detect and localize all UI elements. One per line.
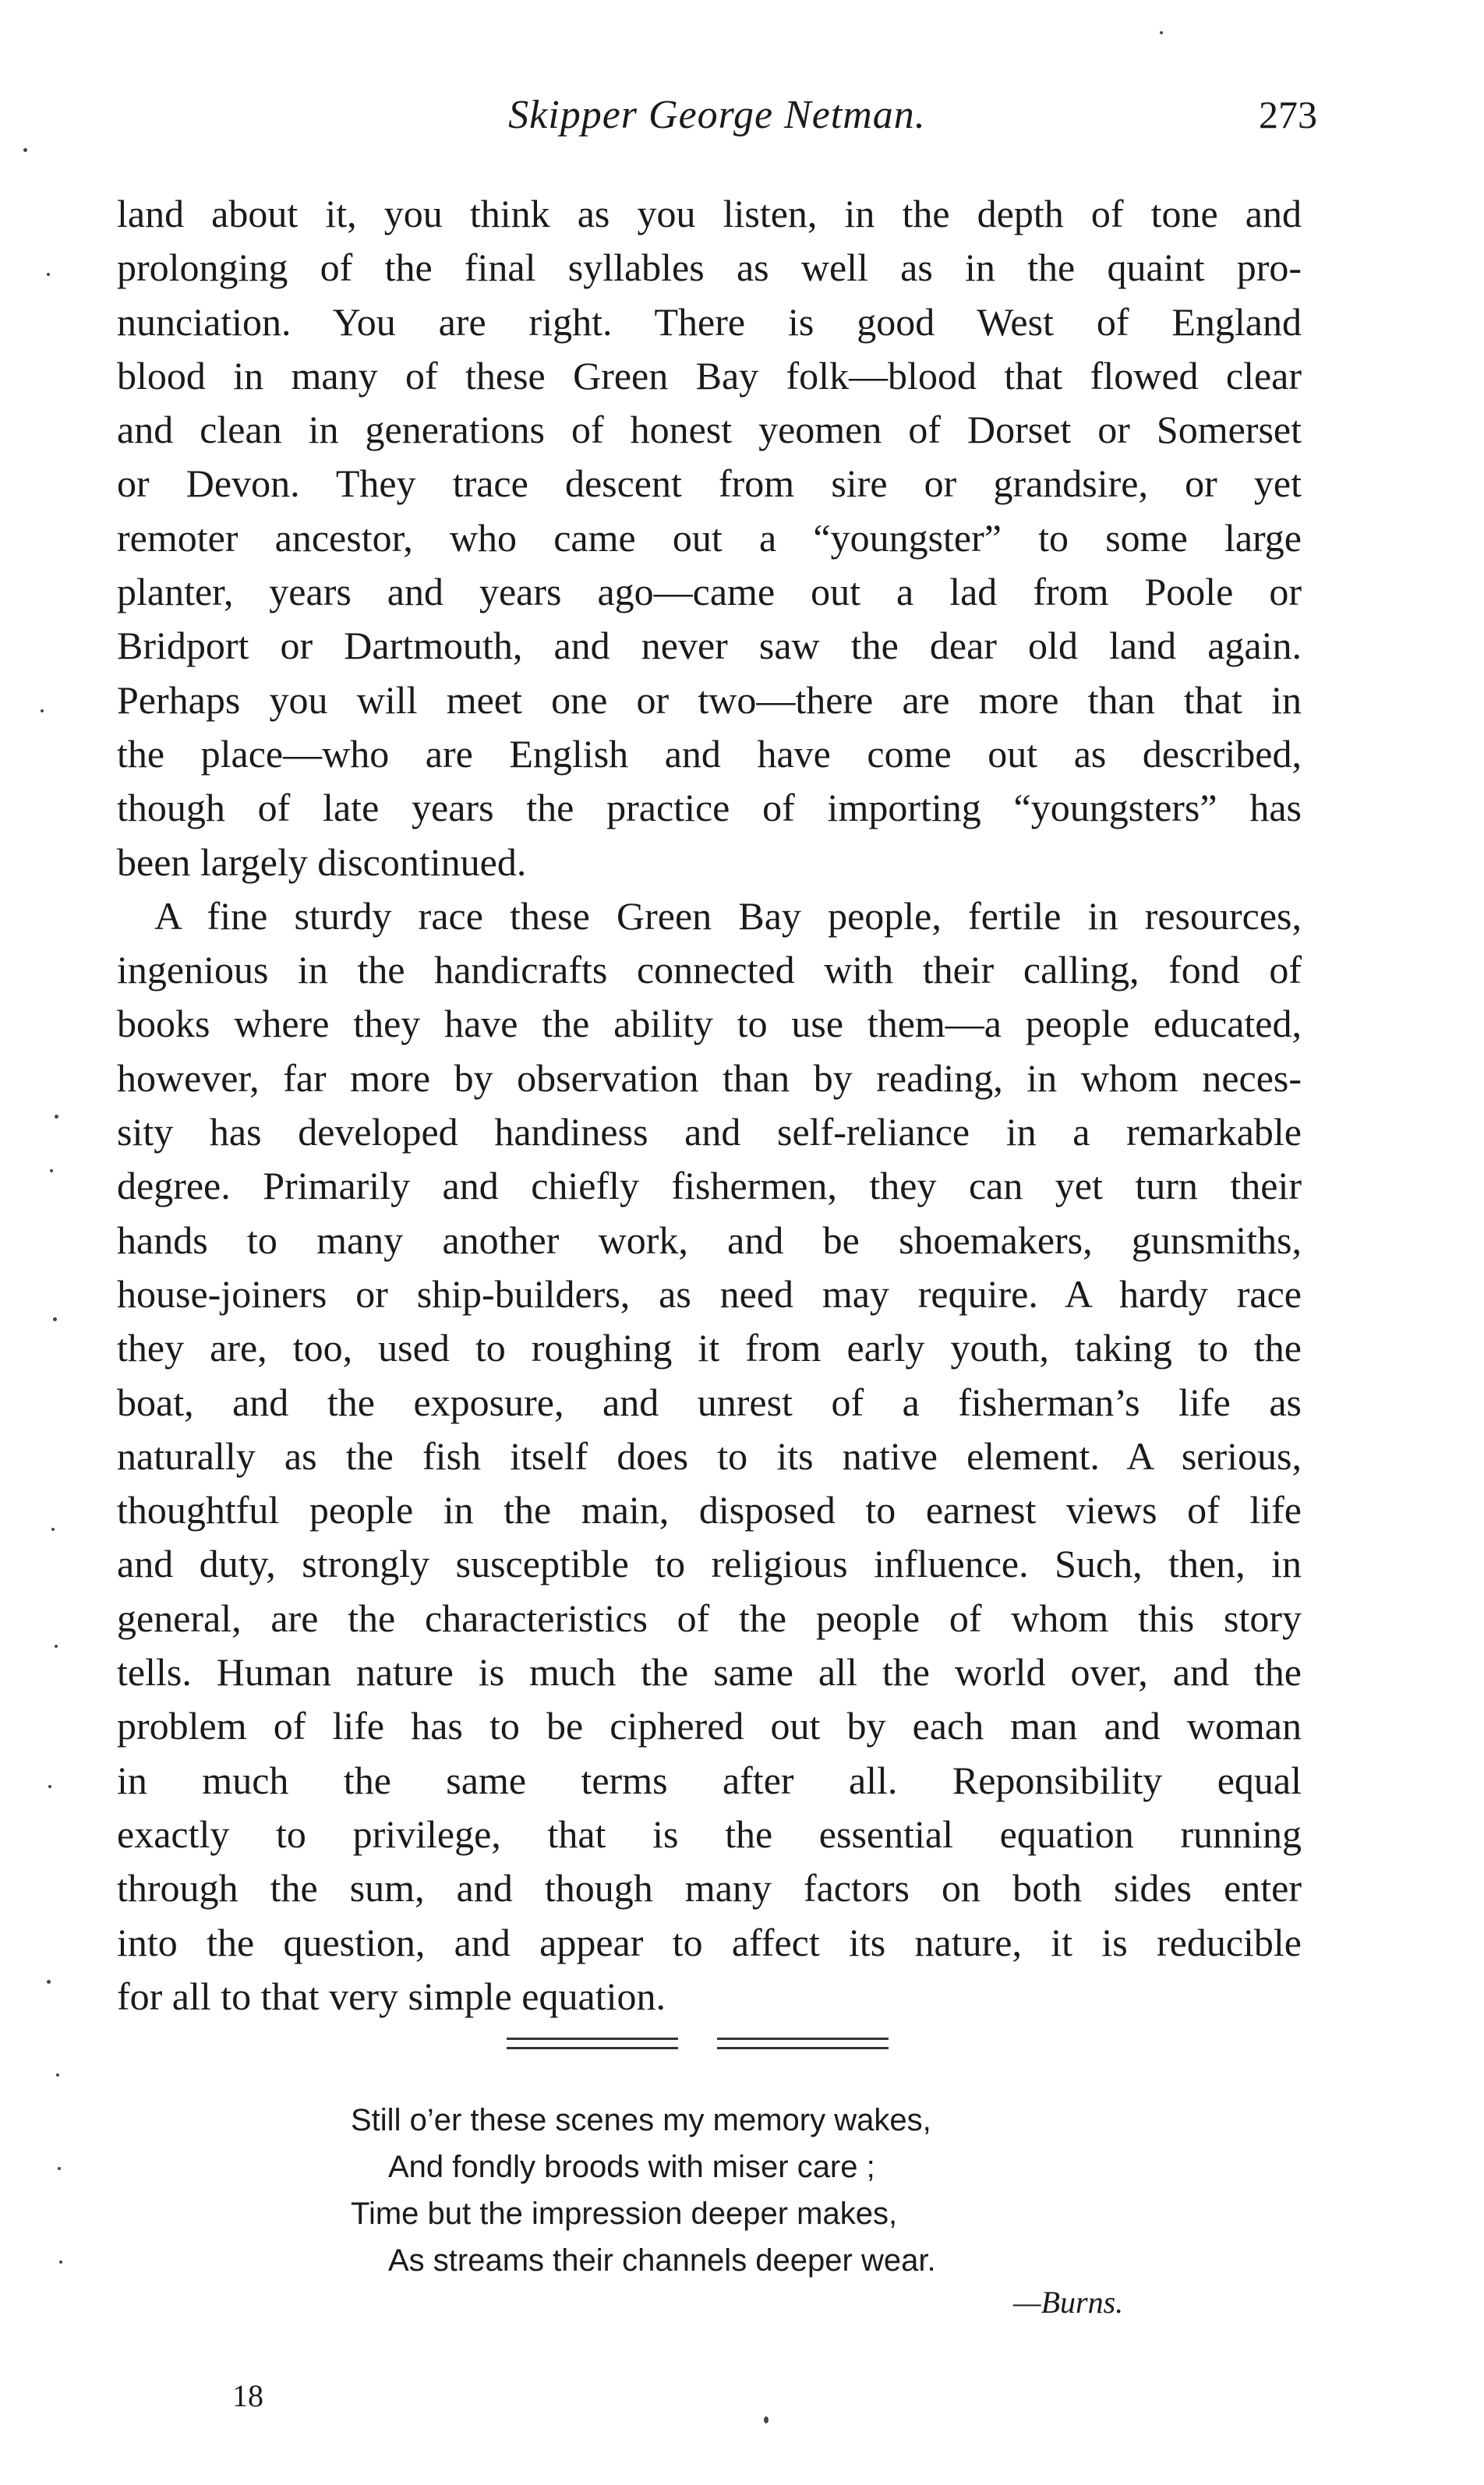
separator-rule xyxy=(507,2047,678,2049)
running-title: Skipper George Netman. xyxy=(508,93,926,137)
text-line: books where they have the ability to use them—a people educated, xyxy=(117,1002,1302,1046)
scan-speck xyxy=(59,2261,62,2264)
text-line: hands to many another work, and be shoemakers, gunsmiths, xyxy=(117,1218,1302,1262)
text-line: ingenious in the handicrafts connected with their calling, fond of xyxy=(117,948,1302,992)
text-line: planter, years and years ago—came out a lad from Poole or xyxy=(117,570,1302,614)
text-line: problem of life has to be ciphered out by each man and woman xyxy=(117,1704,1302,1748)
text-line: degree. Primarily and chiefly fishermen, they can yet turn their xyxy=(117,1164,1302,1208)
poem-verse: And fondly broods with miser care ; xyxy=(388,2150,875,2184)
text-line: they are, too, used to roughing it from early youth, taking to the xyxy=(117,1326,1302,1370)
separator-rule xyxy=(717,2047,889,2049)
scan-speck xyxy=(56,2073,59,2077)
paragraph-last-line: been largely discontinued. xyxy=(117,840,527,884)
separator-rule xyxy=(717,2038,889,2040)
scan-speck xyxy=(53,1317,57,1321)
text-line: however, far more by observation than by reading, in whom neces- xyxy=(117,1055,1302,1100)
text-line: into the question, and appear to affect its nature, it is reducible xyxy=(117,1920,1302,1964)
scan-speck xyxy=(48,1785,51,1788)
section-separator xyxy=(507,2034,889,2058)
scan-speck xyxy=(55,1645,58,1648)
running-head xyxy=(117,92,1317,147)
text-line: Perhaps you will meet one or two—there are more than that in xyxy=(117,677,1302,722)
signature-mark: 18 xyxy=(232,2378,263,2413)
poem-verse: Time but the impression deeper makes, xyxy=(351,2197,898,2231)
text-line: blood in many of these Green Bay folk—blood that flowed clear xyxy=(117,353,1302,398)
scan-speck xyxy=(47,1980,51,1984)
separator-rule xyxy=(507,2038,678,2040)
text-line: nunciation. You are right. There is good West of England xyxy=(117,299,1302,344)
text-line: or Devon. They trace descent from sire or grandsire, or yet xyxy=(117,461,1302,506)
text-line: prolonging of the final syllables as well as in the quaint pro- xyxy=(117,246,1302,290)
text-line: and duty, strongly susceptible to religious influence. Such, then, in xyxy=(117,1542,1302,1586)
text-line: thoughtful people in the main, disposed to earnest views of life xyxy=(117,1488,1302,1532)
text-line: Bridport or Dartmouth, and never saw the dear old land again. xyxy=(117,624,1302,668)
scan-speck xyxy=(41,709,44,712)
epigraph-poem xyxy=(351,2097,1286,2284)
text-line: exactly to privilege, that is the essential equation running xyxy=(117,1812,1302,1856)
scan-speck xyxy=(50,1169,53,1172)
poem-attribution: —Burns. xyxy=(1013,2285,1124,2320)
poem-verse: As streams their channels deeper wear. xyxy=(388,2243,936,2278)
paragraph-first-line: A fine sturdy race these Green Bay people, fertile in resources, xyxy=(154,893,1302,938)
text-line: in much the same terms after all. Reponsibility equal xyxy=(117,1758,1302,1802)
scan-speck xyxy=(23,148,27,152)
text-line: house-joiners or ship-builders, as need may require. A hardy race xyxy=(117,1271,1302,1316)
text-line: tells. Human nature is much the same all the world over, and the xyxy=(117,1650,1302,1695)
text-line: and clean in generations of honest yeomen of Dorset or Somerset xyxy=(117,408,1302,452)
body-text xyxy=(117,187,1302,2024)
scan-speck xyxy=(47,273,50,276)
text-line: through the sum, and though many factors on both sides enter xyxy=(117,1866,1302,1911)
poem-verse: Still o’er these scenes my memory wakes, xyxy=(351,2103,931,2137)
text-line: though of late years the practice of importing “youngsters” has xyxy=(117,786,1302,830)
text-line: the place—who are English and have come out as described, xyxy=(117,731,1302,776)
text-line: sity has developed handiness and self-reliance in a remarkable xyxy=(117,1110,1302,1154)
text-line: land about it, you think as you listen, in the depth of tone and xyxy=(117,192,1302,235)
scan-speck xyxy=(764,2416,768,2423)
scan-speck xyxy=(1160,31,1163,34)
paragraph-last-line: for all to that very simple equation. xyxy=(117,1974,666,2018)
text-line: remoter ancestor, who came out a “youngster” to some large xyxy=(117,515,1302,560)
text-line: boat, and the exposure, and unrest of a fisherman’s life as xyxy=(117,1380,1302,1424)
page-number: 273 xyxy=(1259,93,1317,136)
text-line: general, are the characteristics of the people of whom this story xyxy=(117,1596,1302,1640)
scan-speck xyxy=(55,1115,58,1119)
scan-speck xyxy=(51,1528,55,1531)
text-line: naturally as the fish itself does to its native element. A serious, xyxy=(117,1433,1302,1478)
scan-speck xyxy=(58,2167,61,2170)
